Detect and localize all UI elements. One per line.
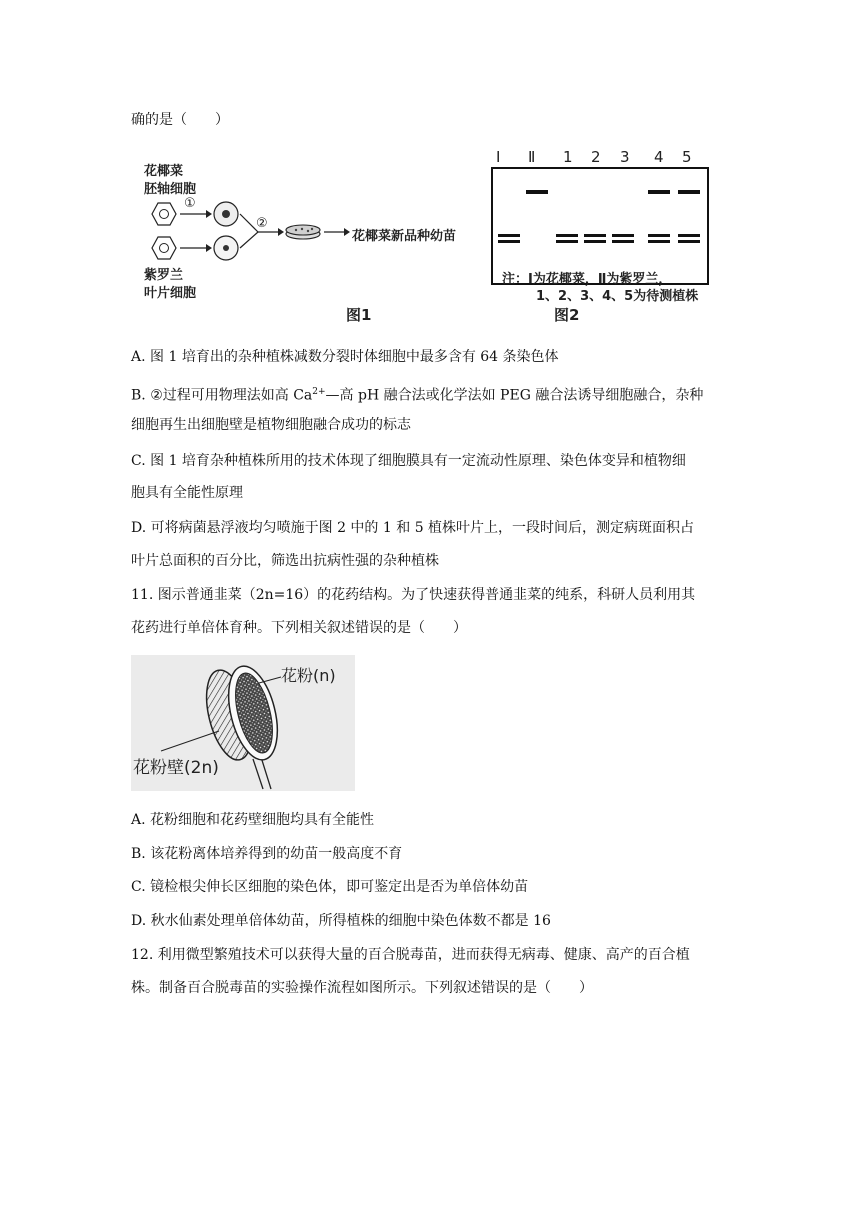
fig2-note-line1: 注：Ⅰ为花椰菜，Ⅱ为紫罗兰， (502, 272, 672, 287)
fig2-lane-5: 5 (682, 148, 692, 166)
fig1-caption: 图1 (346, 306, 372, 324)
fig1-drawing (140, 150, 475, 330)
fig2-lane-3: 3 (620, 148, 630, 166)
q10-option-c-line2: 胞具有全能性原理 (131, 485, 243, 501)
fig2-lane-1: 1 (563, 148, 573, 166)
fig1-label-hypocotyl: 胚轴细胞 (144, 182, 197, 197)
q10-option-b-sup: 2+ (312, 387, 326, 397)
fig1-label-cauliflower: 花椰菜 (144, 164, 184, 179)
q11-stem-line2: 花药进行单倍体育种。下列相关叙述错误的是（ ） (131, 620, 467, 636)
q11-stem-line1: 11. 图示普通韭菜（2n=16）的花药结构。为了快速获得普通韭菜的纯系，科研人员利用其 (131, 587, 696, 603)
fig1-result: 花椰菜新品种幼苗 (352, 229, 457, 244)
q12-stem-line2: 株。制备百合脱毒苗的实验操作流程如图所示。下列叙述错误的是（ ） (131, 980, 593, 996)
q10-option-b-line2: 细胞再生出细胞壁是植物细胞融合成功的标志 (131, 417, 411, 433)
fig2-lane-2: 2 (591, 148, 601, 166)
fig2-caption: 图2 (554, 306, 580, 324)
q10-option-d-line2: 叶片总面积的百分比，筛选出抗病性强的杂种植株 (131, 553, 439, 569)
q10-option-c-line1: C. 图 1 培育杂种植株所用的技术体现了细胞膜具有一定流动性原理、染色体变异和植物细 (131, 453, 686, 469)
fig1-step2: ② (256, 216, 268, 231)
anther-label-pollen: 花粉(n) (281, 666, 336, 685)
fig1-step1: ① (184, 196, 196, 211)
q10-option-b-pre: B. ②过程可用物理法如高 Ca (131, 387, 313, 404)
q11-option-b: B. 该花粉离体培养得到的幼苗一般高度不育 (131, 846, 403, 862)
figure-1 (140, 150, 475, 330)
fig2-lane-II: Ⅱ (528, 148, 536, 166)
fig2-lane-4: 4 (654, 148, 664, 166)
fig1-label-leaf: 叶片细胞 (144, 286, 197, 301)
q11-option-c: C. 镜检根尖伸长区细胞的染色体，即可鉴定出是否为单倍体幼苗 (131, 879, 529, 895)
fig2-lane-labels (492, 148, 710, 168)
figure-2 (490, 146, 712, 330)
q10-option-b-line1 (131, 382, 703, 406)
q10-option-d-line1: D. 可将病菌悬浮液均匀喷施于图 2 中的 1 和 5 植株叶片上，一段时间后，测定病斑面积占 (131, 520, 695, 536)
q10-option-a: A. 图 1 培育出的杂种植株减数分裂时体细胞中最多含有 64 条染色体 (131, 349, 559, 365)
q10-stem-tail: 确的是（ ） (131, 112, 229, 128)
anther-label-wall: 花粉壁(2n) (133, 758, 219, 778)
q11-option-a: A. 花粉细胞和花药壁细胞均具有全能性 (131, 812, 375, 828)
fig2-lane-I: Ⅰ (496, 148, 501, 166)
q12-stem-line1: 12. 利用微型繁殖技术可以获得大量的百合脱毒苗，进而获得无病毒、健康、高产的百合植 (131, 947, 690, 963)
fig2-note-line2: 1、2、3、4、5为待测植株 (536, 289, 699, 304)
q11-option-d: D. 秋水仙素处理单倍体幼苗，所得植株的细胞中染色体数不都是 16 (131, 913, 551, 929)
figure-anther (131, 655, 355, 791)
fig1-label-violet: 紫罗兰 (144, 268, 184, 283)
q10-option-b-post: —高 pH 融合法或化学法如 PEG 融合法诱导细胞融合，杂种 (325, 387, 704, 404)
